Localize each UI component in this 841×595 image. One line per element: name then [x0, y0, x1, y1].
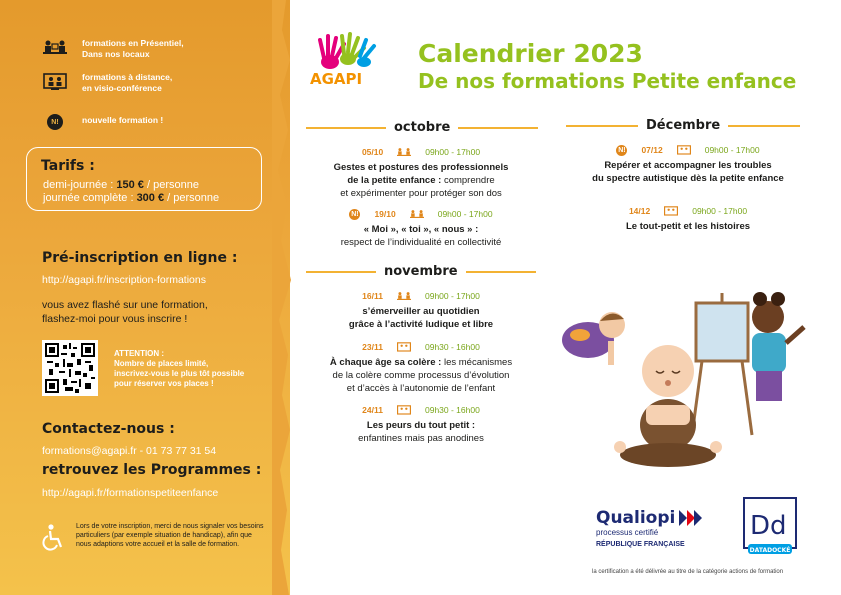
tarifs-box: [26, 147, 262, 211]
datadock-logo: [742, 496, 798, 556]
legend-distance: formations à distance, en visio-conférence: [42, 72, 172, 94]
event-nov-1: 16/11 09h00 - 17h00 s’émerveiller au quotidien grâce à l’activité ludique et libre: [348, 291, 494, 330]
svg-text:Dd: Dd: [750, 511, 787, 541]
event-dec-2: 14/12 09h00 - 17h00 Le tout-petit et les histoires: [625, 206, 751, 232]
classroom-icon: [42, 38, 68, 58]
wheelchair-icon: [40, 524, 66, 552]
classroom-icon: [397, 147, 411, 158]
qr-code[interactable]: [42, 340, 98, 396]
month-novembre: novembre: [306, 264, 536, 279]
new-badge-icon: N!: [618, 147, 626, 154]
programmes-link[interactable]: http://agapi.fr/formationspetiteenfance: [42, 487, 219, 499]
certification-note: la certification a été délivrée au titre de la catégorie actions de formation: [592, 569, 784, 575]
legend-new: N! nouvelle formation !: [42, 112, 163, 132]
event-oct-1: 05/10 09h00 - 17h00 Gestes et postures des professionnels de la petite enfance : comprendre et expérimenter pour protéger son dos: [333, 147, 509, 199]
info-panel: [0, 0, 290, 595]
title-line-2: De nos formations Petite enfance: [418, 69, 797, 93]
title-line-1: Calendrier 2023: [418, 39, 643, 68]
event-oct-2: N! 19/10 09h00 - 17h00 « Moi », « toi », « nous » : respect de l’individualité en collectivité: [340, 209, 502, 248]
svg-text:DATADOCKÉ: DATADOCKÉ: [749, 547, 791, 554]
new-badge-icon: N!: [42, 112, 68, 132]
agapi-logo: [306, 28, 386, 88]
event-nov-2: 23/11 09h30 - 16h00 À chaque âge sa colère : les mécanismes de la colère comme processus d’évolution et d’accès à l’autonomie de l’enfant: [329, 342, 513, 394]
svg-text:AGAPI: AGAPI: [310, 70, 363, 88]
children-illustration: [560, 285, 810, 475]
qualiopi-arrows-icon: [679, 510, 703, 526]
flash-text: vous avez flashé sur une formation, flashez-moi pour vous inscrire !: [42, 299, 208, 325]
video-conference-icon: [397, 342, 411, 353]
classroom-icon: [397, 291, 411, 302]
preinscription-link[interactable]: http://agapi.fr/inscription-formations: [42, 274, 206, 286]
event-dec-1: N! 07/12 09h00 - 17h00 Repérer et accompagner les troubles du spectre autistique dès la petite enfance: [592, 145, 784, 184]
tarifs-title: Tarifs :: [41, 158, 95, 174]
contact-title: Contactez-nous :: [42, 421, 175, 437]
handicap-note: Lors de votre inscription, merci de nous signaler vos besoins particuliers (par exemple situation de handicap), afin que nous adaptions votre accueil et la salle de formation.: [76, 523, 264, 548]
programmes-title: retrouvez les Programmes :: [42, 462, 262, 478]
qualiopi-logo: Qualiopi processus certifié RÉPUBLIQUE FRANÇAISE: [596, 508, 703, 548]
contact-details[interactable]: formations@agapi.fr - 01 73 77 31 54: [42, 445, 217, 457]
classroom-icon: [410, 209, 424, 220]
video-conference-icon: [397, 405, 411, 416]
tarif-full-day: journée complète : 300 € / personne: [43, 192, 220, 204]
attention-note: ATTENTION : Nombre de places limité, inscrivez-vous le plus tôt possible pour réserver vos places !: [114, 349, 245, 388]
month-decembre: Décembre: [566, 118, 800, 133]
video-conference-icon: [677, 145, 691, 156]
preinscription-title: Pré-inscription en ligne :: [42, 250, 238, 266]
legend-presentiel: formations en Présentiel, Dans nos locaux: [42, 38, 184, 60]
calendar-title: [418, 40, 796, 94]
new-badge-icon: N!: [351, 211, 359, 218]
tarif-half-day: demi-journée : 150 € / personne: [43, 179, 199, 191]
video-conference-icon: [42, 72, 68, 92]
month-octobre: octobre: [306, 120, 538, 135]
event-nov-3: 24/11 09h30 - 16h00 Les peurs du tout petit : enfantines mais pas anodines: [358, 405, 484, 444]
video-conference-icon: [664, 206, 678, 217]
